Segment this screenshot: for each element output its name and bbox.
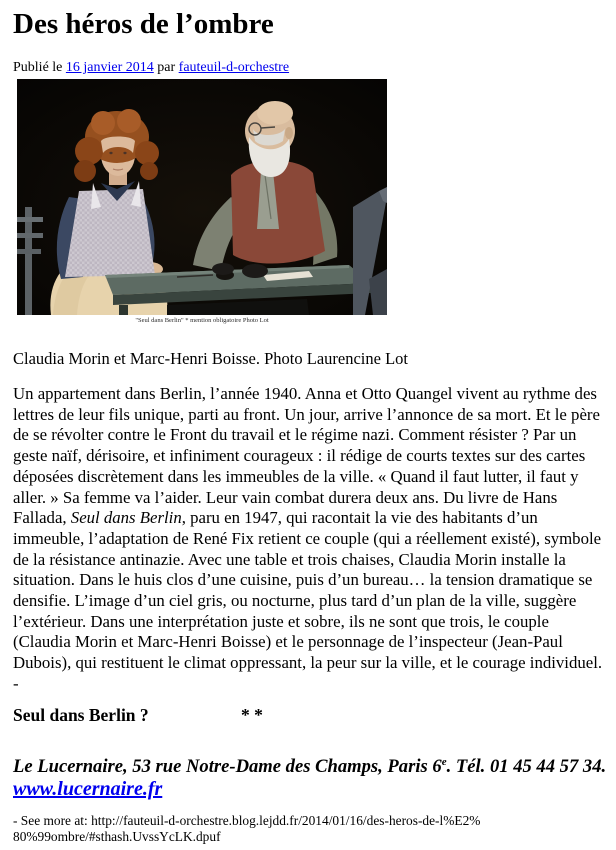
date-link[interactable]: 16 janvier 2014 [65, 60, 154, 75]
author-link[interactable]: fauteuil-d-orchestre [178, 60, 290, 75]
see-more-text: - See more at: http://fauteuil-d-orchestre.blog.lejdd.fr/2014/01/16/des-heros-de-l%E2%80%99ombre/#sthash.UvssYcLK.dpuf [13, 812, 481, 844]
photo-inner-caption: "Seul dans Berlin" * mention obligatoire Photo Lot [17, 315, 387, 328]
subhead-row [13, 704, 602, 726]
byline [13, 60, 602, 76]
paragraph-text-1: Un appartement dans Berlin, l’année 1940. Anna et Otto Quangel vivent au rythme des lettres de leur fils unique, parti au front. Un jour, arrive l’annonce de sa mort. Et le père de se révolter contre le Front du travail et le régime nazi. Comment résister ? Par un geste naïf, dérisoire, et infiniment courageux : il rédige de courts textes sur des cartes déposées discrètement dans les immeubles de la ville. « Quand il faut lutter, il faut y aller. » Sa femme va l’aider. Leur vain combat durera deux ans. Du livre de Hans Fallada, [13, 384, 600, 528]
article-paragraph [13, 384, 607, 695]
subhead-title: Seul dans Berlin ? [13, 704, 149, 725]
address-text-1: Le Lucernaire, 53 rue Notre-Dame des Champs, Paris 6 [13, 755, 442, 777]
venue-address [13, 752, 613, 777]
stage-photo-illustration [17, 79, 387, 315]
lucernaire-link[interactable]: www.lucernaire.fr [13, 777, 163, 800]
stage-photo [17, 79, 387, 328]
paragraph-text-2: , paru en 1947, qui racontait la vie des habitants d’un immeuble, l’adaptation de René Fix retient ce couple (qui a réellement existé), symbole de la résistance antinazie. Avec une table et trois chaises, Claudia Morin installe la situation. Dans le huis clos d’une cuisine, puis d’un bureau… la tension dramatique se densifie. L’image d’un ciel gris, ou nocturne, plus tard d’un plan de la ville, suggère l’extérieur. Dans une interprétation juste et sobre, ils ne sont que trois, le couple (Claudia Morin et Marc-Henri Boisse) et le personnage de l’inspecteur (Jean-Paul Dubois), qui restituent le climat oppressant, la peur sur la ville, et le courage individuel. - [13, 508, 603, 693]
page-title: Des héros de l’ombre [13, 8, 274, 40]
address-superscript: e [441, 755, 447, 768]
photo-caption: Claudia Morin et Marc-Henri Boisse. Photo Laurencine Lot [13, 349, 408, 368]
book-title-italic: Seul dans Berlin [70, 508, 182, 528]
byline-prefix: Publié le [13, 60, 63, 75]
subhead-stars: * * [241, 704, 263, 725]
byline-middle: par [157, 60, 176, 75]
site-link-line [13, 778, 602, 800]
address-text-2: . Tél. 01 45 44 57 34. [446, 755, 607, 777]
